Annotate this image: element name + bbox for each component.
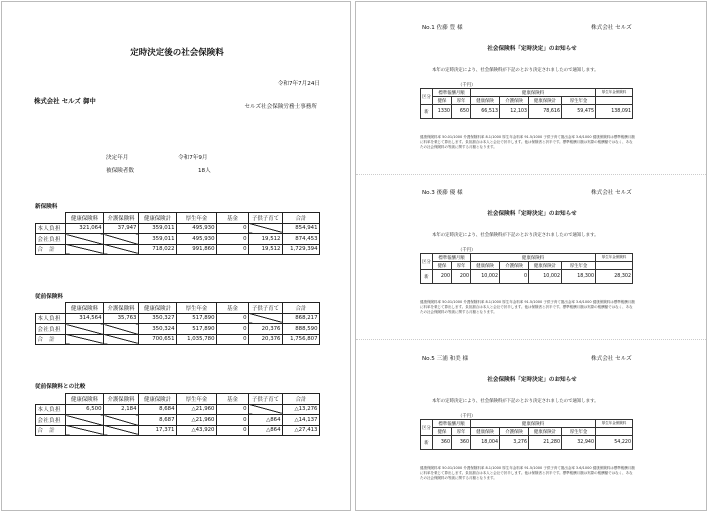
care-header: 介護保険 [500, 428, 529, 436]
std-header: 標準報酬月額 [433, 89, 471, 97]
table-cell: 21,280 [529, 436, 562, 450]
row-label: 新 [421, 436, 433, 450]
row-label: 本人負担 [36, 404, 66, 415]
notice-intro: 本年の定時決定により、社会保険料が下記のとおり決定されましたので通知します。 [432, 399, 599, 404]
table-cell: 0 [217, 404, 249, 415]
unit-label: （千円） [458, 248, 476, 253]
employee-header: No.3 後藤 優 様 [422, 190, 463, 196]
table-cell: 359,011 [139, 223, 177, 234]
insured-count-value: 18人 [198, 168, 211, 174]
table-cell: △13,276 [283, 404, 320, 415]
table-cell: 20,376 [249, 324, 283, 335]
table-row [36, 223, 320, 234]
kosei-header: 厚年 [452, 97, 471, 105]
table-cell: 991,860 [177, 244, 217, 255]
care-header: 介護保険 [500, 97, 529, 105]
table-cell: 2,184 [104, 404, 139, 415]
decision-month-label: 決定年月 [106, 155, 129, 161]
kosei-header: 厚年 [452, 428, 471, 436]
header-cell: 介護保険料 [104, 213, 139, 224]
header-cell: 健康保険計 [139, 213, 177, 224]
employee-notice [356, 333, 707, 511]
table-cell: 0 [217, 244, 249, 255]
table-cell: 517,890 [177, 313, 217, 324]
table-row [36, 313, 320, 324]
row-label: 新 [421, 105, 433, 119]
table-cell: 54,220 [596, 436, 633, 450]
insured-count-label: 被保険者数 [106, 168, 134, 174]
std-header: 標準報酬月額 [433, 420, 471, 428]
table-cell: 359,011 [139, 234, 177, 245]
header-cell: 健康保険料 [66, 394, 104, 405]
header-cell [36, 394, 66, 405]
employee-notice [356, 2, 707, 172]
table-cell: 17,371 [139, 425, 177, 436]
health-group-header: 健康保険料 [471, 89, 596, 97]
table-cell: 350,324 [139, 324, 177, 335]
table-cell: 0 [217, 324, 249, 335]
table-cell: 32,940 [562, 436, 596, 450]
header-cell: 基金 [217, 303, 249, 314]
health-header: 健康保険 [471, 428, 500, 436]
table-cell: 854,941 [283, 223, 320, 234]
table-cell: 37,947 [104, 223, 139, 234]
employee-header: No.1 佐藤 豊 様 [422, 25, 463, 31]
pension-group-header: 厚生年金保険料 [596, 89, 633, 97]
health-total-header: 健康保険計 [529, 97, 562, 105]
header-cell: 介護保険料 [104, 394, 139, 405]
table-row [421, 270, 633, 284]
header-cell: 厚生年金 [177, 213, 217, 224]
health-header: 健康保険 [471, 262, 500, 270]
company-name: 株式会社 セルズ [591, 356, 632, 362]
notice-title: 社会保険料「定時決定」のお知らせ [487, 211, 577, 217]
decision-month-value: 令和7年9月 [178, 155, 208, 161]
header-cell: 合計 [283, 394, 320, 405]
notice-title: 社会保険料「定時決定」のお知らせ [487, 377, 577, 383]
table-cell: 19,512 [249, 244, 283, 255]
table-cell: △864 [249, 415, 283, 426]
table-header-row [36, 394, 320, 405]
pension-group-header: 厚生年金保険料 [596, 254, 633, 262]
table-cell: 700,651 [139, 334, 177, 345]
notice-table [420, 253, 633, 284]
table-cell: 350,327 [139, 313, 177, 324]
table-cell-empty [66, 234, 104, 245]
table-cell-empty [66, 334, 104, 345]
addressee: 株式会社 セルズ 御中 [34, 97, 96, 105]
header-cell: 健康保険料 [66, 303, 104, 314]
notice-footnote: 健康保険料率 50.01/1000 介護保険料率 8.1/1000 厚生年金料率 91.5/1000 子供子育て拠出金率 3.6/1000 健康保険料は標準報酬月額に料率を乗じて算出します。負担割合は本人と会社で折半します。他は保険者と折半です。標準報酬月額は実際の報酬額ではなく、あなたの社会保険料の等級に関する月額となります。 [420, 466, 635, 480]
premium-table-old [35, 302, 320, 345]
unit-label: （千円） [458, 83, 476, 88]
sender: セルズ社会保険労務士事務所 [244, 104, 317, 110]
table-cell-empty [66, 415, 104, 426]
header-cell: 健康保険計 [139, 394, 177, 405]
header-cell: 合計 [283, 303, 320, 314]
row-label: 合 計 [36, 334, 66, 345]
row-label: 会社負担 [36, 234, 66, 245]
pension-header: 厚生年金 [562, 428, 596, 436]
table-cell: 20,376 [249, 334, 283, 345]
table-cell: 18,004 [471, 436, 500, 450]
table-cell: 18,300 [562, 270, 596, 284]
table-row-total [36, 425, 320, 436]
notice-title: 社会保険料「定時決定」のお知らせ [487, 46, 577, 52]
table-cell-empty [249, 313, 283, 324]
notice-intro: 本年の定時決定により、社会保険料が下記のとおり決定されましたので通知します。 [432, 68, 599, 73]
table-cell: 0 [217, 425, 249, 436]
section-title: 従前保険料との比較 [35, 384, 86, 390]
table-cell-empty [104, 425, 139, 436]
section-title: 従前保険料 [35, 294, 63, 300]
table-header-row [36, 213, 320, 224]
row-label: 会社負担 [36, 415, 66, 426]
table-cell: 10,002 [471, 270, 500, 284]
table-cell: 3,276 [500, 436, 529, 450]
table-cell: △21,960 [177, 415, 217, 426]
company-name: 株式会社 セルズ [591, 25, 632, 31]
row-label: 本人負担 [36, 223, 66, 234]
notice-table [420, 419, 633, 450]
table-cell: 0 [500, 270, 529, 284]
unit-label: （千円） [458, 414, 476, 419]
header-cell: 健康保険計 [139, 303, 177, 314]
table-cell: 78,616 [529, 105, 562, 119]
kubun-header: 区分 [421, 89, 433, 105]
health-total-header: 健康保険計 [529, 428, 562, 436]
kenpo-header: 健保 [433, 262, 452, 270]
table-cell: 888,590 [283, 324, 320, 335]
kosei-header: 厚年 [452, 262, 471, 270]
table-cell: 360 [433, 436, 452, 450]
table-cell: 314,564 [66, 313, 104, 324]
summary-page [1, 1, 351, 511]
table-cell-empty [249, 404, 283, 415]
table-cell: 0 [217, 234, 249, 245]
table-cell: 8,684 [139, 404, 177, 415]
table-row [36, 404, 320, 415]
table-cell: 10,002 [529, 270, 562, 284]
row-label: 本人負担 [36, 313, 66, 324]
row-label: 新 [421, 270, 433, 284]
table-cell: 495,930 [177, 223, 217, 234]
table-cell: 1,729,394 [283, 244, 320, 255]
table-cell: 650 [452, 105, 471, 119]
table-cell-empty [66, 244, 104, 255]
table-cell-empty [104, 415, 139, 426]
row-label: 会社負担 [36, 324, 66, 335]
table-cell-empty [66, 425, 104, 436]
employee-notice-page [355, 1, 707, 511]
table-cell: 868,217 [283, 313, 320, 324]
health-total-header: 健康保険計 [529, 262, 562, 270]
table-cell: 495,930 [177, 234, 217, 245]
table-cell: 0 [217, 313, 249, 324]
table-cell: 28,302 [596, 270, 633, 284]
pension-group-header: 厚生年金保険料 [596, 420, 633, 428]
table-cell: 321,064 [66, 223, 104, 234]
header-cell: 子供子育て [249, 303, 283, 314]
table-cell: △43,920 [177, 425, 217, 436]
table-row [36, 324, 320, 335]
table-cell-empty [66, 324, 104, 335]
table-cell: 718,022 [139, 244, 177, 255]
table-cell: 35,763 [104, 313, 139, 324]
issue-date: 令和7年7月24日 [277, 81, 320, 87]
notice-table [420, 88, 633, 119]
header-cell [36, 213, 66, 224]
kubun-header: 区分 [421, 254, 433, 270]
health-group-header: 健康保険料 [471, 420, 596, 428]
health-header: 健康保険 [471, 97, 500, 105]
table-cell: 200 [433, 270, 452, 284]
care-header: 介護保険 [500, 262, 529, 270]
health-group-header: 健康保険料 [471, 254, 596, 262]
employee-notice [356, 167, 707, 337]
table-cell: 6,500 [66, 404, 104, 415]
notice-footnote: 健康保険料率 50.01/1000 介護保険料率 8.1/1000 厚生年金料率 91.5/1000 子供子育て拠出金率 3.6/1000 健康保険料は標準報酬月額に料率を乗じて算出します。負担割合は本人と会社で折半します。他は保険者と折半です。標準報酬月額は実際の報酬額ではなく、あなたの社会保険料の等級に関する月額となります。 [420, 300, 635, 314]
table-cell: 59,475 [562, 105, 596, 119]
header-cell: 子供子育て [249, 394, 283, 405]
table-cell: 1,756,807 [283, 334, 320, 345]
table-cell: 1,035,780 [177, 334, 217, 345]
table-cell: △864 [249, 425, 283, 436]
table-cell: 517,890 [177, 324, 217, 335]
header-cell: 厚生年金 [177, 303, 217, 314]
header-cell: 健康保険料 [66, 213, 104, 224]
table-cell: 66,513 [471, 105, 500, 119]
header-cell: 基金 [217, 394, 249, 405]
premium-table-new [35, 212, 320, 255]
page-title: 定時決定後の社会保険料 [130, 48, 224, 58]
table-cell: △21,960 [177, 404, 217, 415]
std-header: 標準報酬月額 [433, 254, 471, 262]
table-cell: 874,453 [283, 234, 320, 245]
pension-header: 厚生年金 [562, 262, 596, 270]
table-cell-empty [104, 244, 139, 255]
table-cell: 1330 [433, 105, 452, 119]
table-cell-empty [249, 223, 283, 234]
table-row [36, 234, 320, 245]
kenpo-header: 健保 [433, 428, 452, 436]
premium-table-compare [35, 393, 320, 436]
header-cell [36, 303, 66, 314]
employee-header: No.5 三浦 和美 様 [422, 356, 469, 362]
kenpo-header: 健保 [433, 97, 452, 105]
table-row [421, 436, 633, 450]
notice-intro: 本年の定時決定により、社会保険料が下記のとおり決定されましたので通知します。 [432, 233, 599, 238]
kubun-header: 区分 [421, 420, 433, 436]
table-cell: 200 [452, 270, 471, 284]
table-cell-empty [104, 334, 139, 345]
table-row [36, 415, 320, 426]
pension-header: 厚生年金 [562, 97, 596, 105]
table-cell: 0 [217, 223, 249, 234]
company-name: 株式会社 セルズ [591, 190, 632, 196]
table-cell: 8,687 [139, 415, 177, 426]
table-cell: 360 [452, 436, 471, 450]
table-row [421, 105, 633, 119]
table-header-row [36, 303, 320, 314]
table-cell-empty [104, 234, 139, 245]
section-title: 新保険料 [35, 204, 58, 210]
table-cell: 138,091 [596, 105, 633, 119]
row-label: 合 計 [36, 244, 66, 255]
table-cell-empty [104, 324, 139, 335]
table-cell: 19,512 [249, 234, 283, 245]
notice-footnote: 健康保険料率 50.01/1000 介護保険料率 8.1/1000 厚生年金料率 91.5/1000 子供子育て拠出金率 3.6/1000 健康保険料は標準報酬月額に料率を乗じて算出します。負担割合は本人と会社で折半します。他は保険者と折半です。標準報酬月額は実際の報酬額ではなく、あなたの社会保険料の等級に関する月額となります。 [420, 135, 635, 149]
table-cell: 0 [217, 334, 249, 345]
header-cell: 厚生年金 [177, 394, 217, 405]
table-cell: △14,137 [283, 415, 320, 426]
header-cell: 介護保険料 [104, 303, 139, 314]
header-cell: 子供子育て [249, 213, 283, 224]
row-label: 合 計 [36, 425, 66, 436]
header-cell: 基金 [217, 213, 249, 224]
header-cell: 合計 [283, 213, 320, 224]
table-cell: 0 [217, 415, 249, 426]
table-cell: △27,413 [283, 425, 320, 436]
table-row-total [36, 334, 320, 345]
table-row-total [36, 244, 320, 255]
table-cell: 12,103 [500, 105, 529, 119]
